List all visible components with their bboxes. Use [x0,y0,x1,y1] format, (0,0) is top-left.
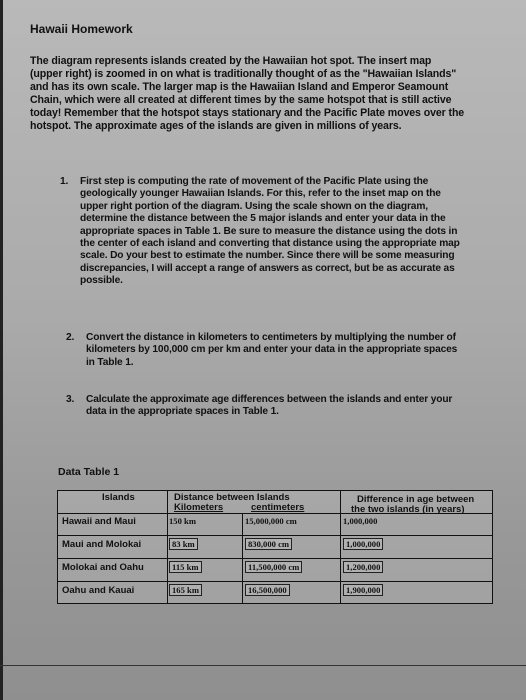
table-label: Data Table 1 [58,466,120,478]
item-line: kilometers by 100,000 cm per km and enter your data in the appropriate spaces [86,344,458,356]
table-row-divider [58,558,492,559]
item-line: First step is computing the rate of movement of the Pacific Plate using the [80,176,429,187]
table-col-divider [167,491,168,603]
intro-line: The diagram represents islands created by the Hawaiian hot spot. The insert map [30,55,432,67]
item-line: discrepancies, I will accept a range of answers as correct, but be as accurate as [80,262,455,274]
item-line: determine the distance between the 5 major islands and enter your data in the [80,213,446,225]
table-row-divider [58,535,492,536]
item-line: appropriate spaces in Table 1. Be sure to measure the distance using the dots in [80,225,458,237]
table-col-divider [340,491,341,603]
table-row-islands: Molokai and Oahu [62,562,144,573]
item-line: in Table 1. [86,356,134,368]
intro-line: today! Remember that the hotspot stays stationary and the Pacific Plate moves over the [30,107,465,119]
item-line: scale. Do your best to estimate the number. Since there will be some measuring [80,250,455,262]
item-line: Calculate the approximate age differences between the islands and enter your [86,394,453,405]
table-cell-cm: 16,500,000 [245,584,290,596]
item-number: 1. [60,176,69,187]
table-cell-cm: 11,500,000 cm [245,561,302,573]
page-edge-shadow [0,0,3,700]
intro-line: hotspot. The approximate ages of the islands are given in millions of years. [30,120,402,132]
table-cell-km: 115 km [169,561,202,573]
page-title: Hawaii Homework [30,22,133,36]
item-line: Convert the distance in kilometers to centimeters by multiplying the number of [86,332,456,343]
intro-line: and has its own scale. The larger map is the Hawaiian Island and Emperor Seamount [30,81,449,93]
table-cell-km: 83 km [169,538,198,550]
header-centimeters: centimeters [251,502,305,513]
table-row-islands: Maui and Molokai [62,539,142,550]
intro-line: Chain, which were all created at different times by the same hotspot that is still active [30,94,452,106]
header-kilometers: Kilometers [174,502,224,513]
table-cell-cm: 830,000 cm [245,538,292,550]
header-distance: Distance between Islands [174,492,290,503]
table-cell-age: 1,000,000 [343,516,378,526]
header-age-difference: Difference in age between [357,494,475,505]
page-bottom-line [0,665,526,666]
item-line: data in the appropriate spaces in Table 1. [86,406,279,418]
item-text [86,394,486,419]
header-islands: Islands [102,492,135,503]
table-cell-cm: 15,000,000 cm [245,516,297,526]
item-line: possible. [80,275,123,287]
table-cell-km: 150 km [169,516,196,526]
item-line: the center of each island and converting that distance using the appropriate map [80,238,460,250]
table-cell-age: 1,900,000 [343,584,383,596]
item-number: 2. [66,332,75,343]
intro-paragraph [30,55,508,133]
data-table-1 [57,490,493,604]
item-number: 3. [66,394,75,405]
table-cell-km: 165 km [169,584,202,596]
header-age-difference-sub: the two islands (in years) [351,504,465,515]
table-row-divider [58,581,492,582]
item-line: upper right portion of the diagram. Using the scale shown on the diagram, [80,200,428,212]
table-cell-age: 1,000,000 [343,538,383,550]
table-cell-age: 1,200,000 [343,561,383,573]
table-row-islands: Hawaii and Maui [62,516,136,527]
item-line: geologically younger Hawaiian Islands. For this, refer to the inset map on the [80,188,441,200]
intro-line: (upper right) is zoomed in on what is traditionally thought of as the "Hawaiian Islands" [30,68,457,80]
item-text [80,176,490,288]
table-row-islands: Oahu and Kauai [62,585,135,596]
item-text [86,332,496,369]
